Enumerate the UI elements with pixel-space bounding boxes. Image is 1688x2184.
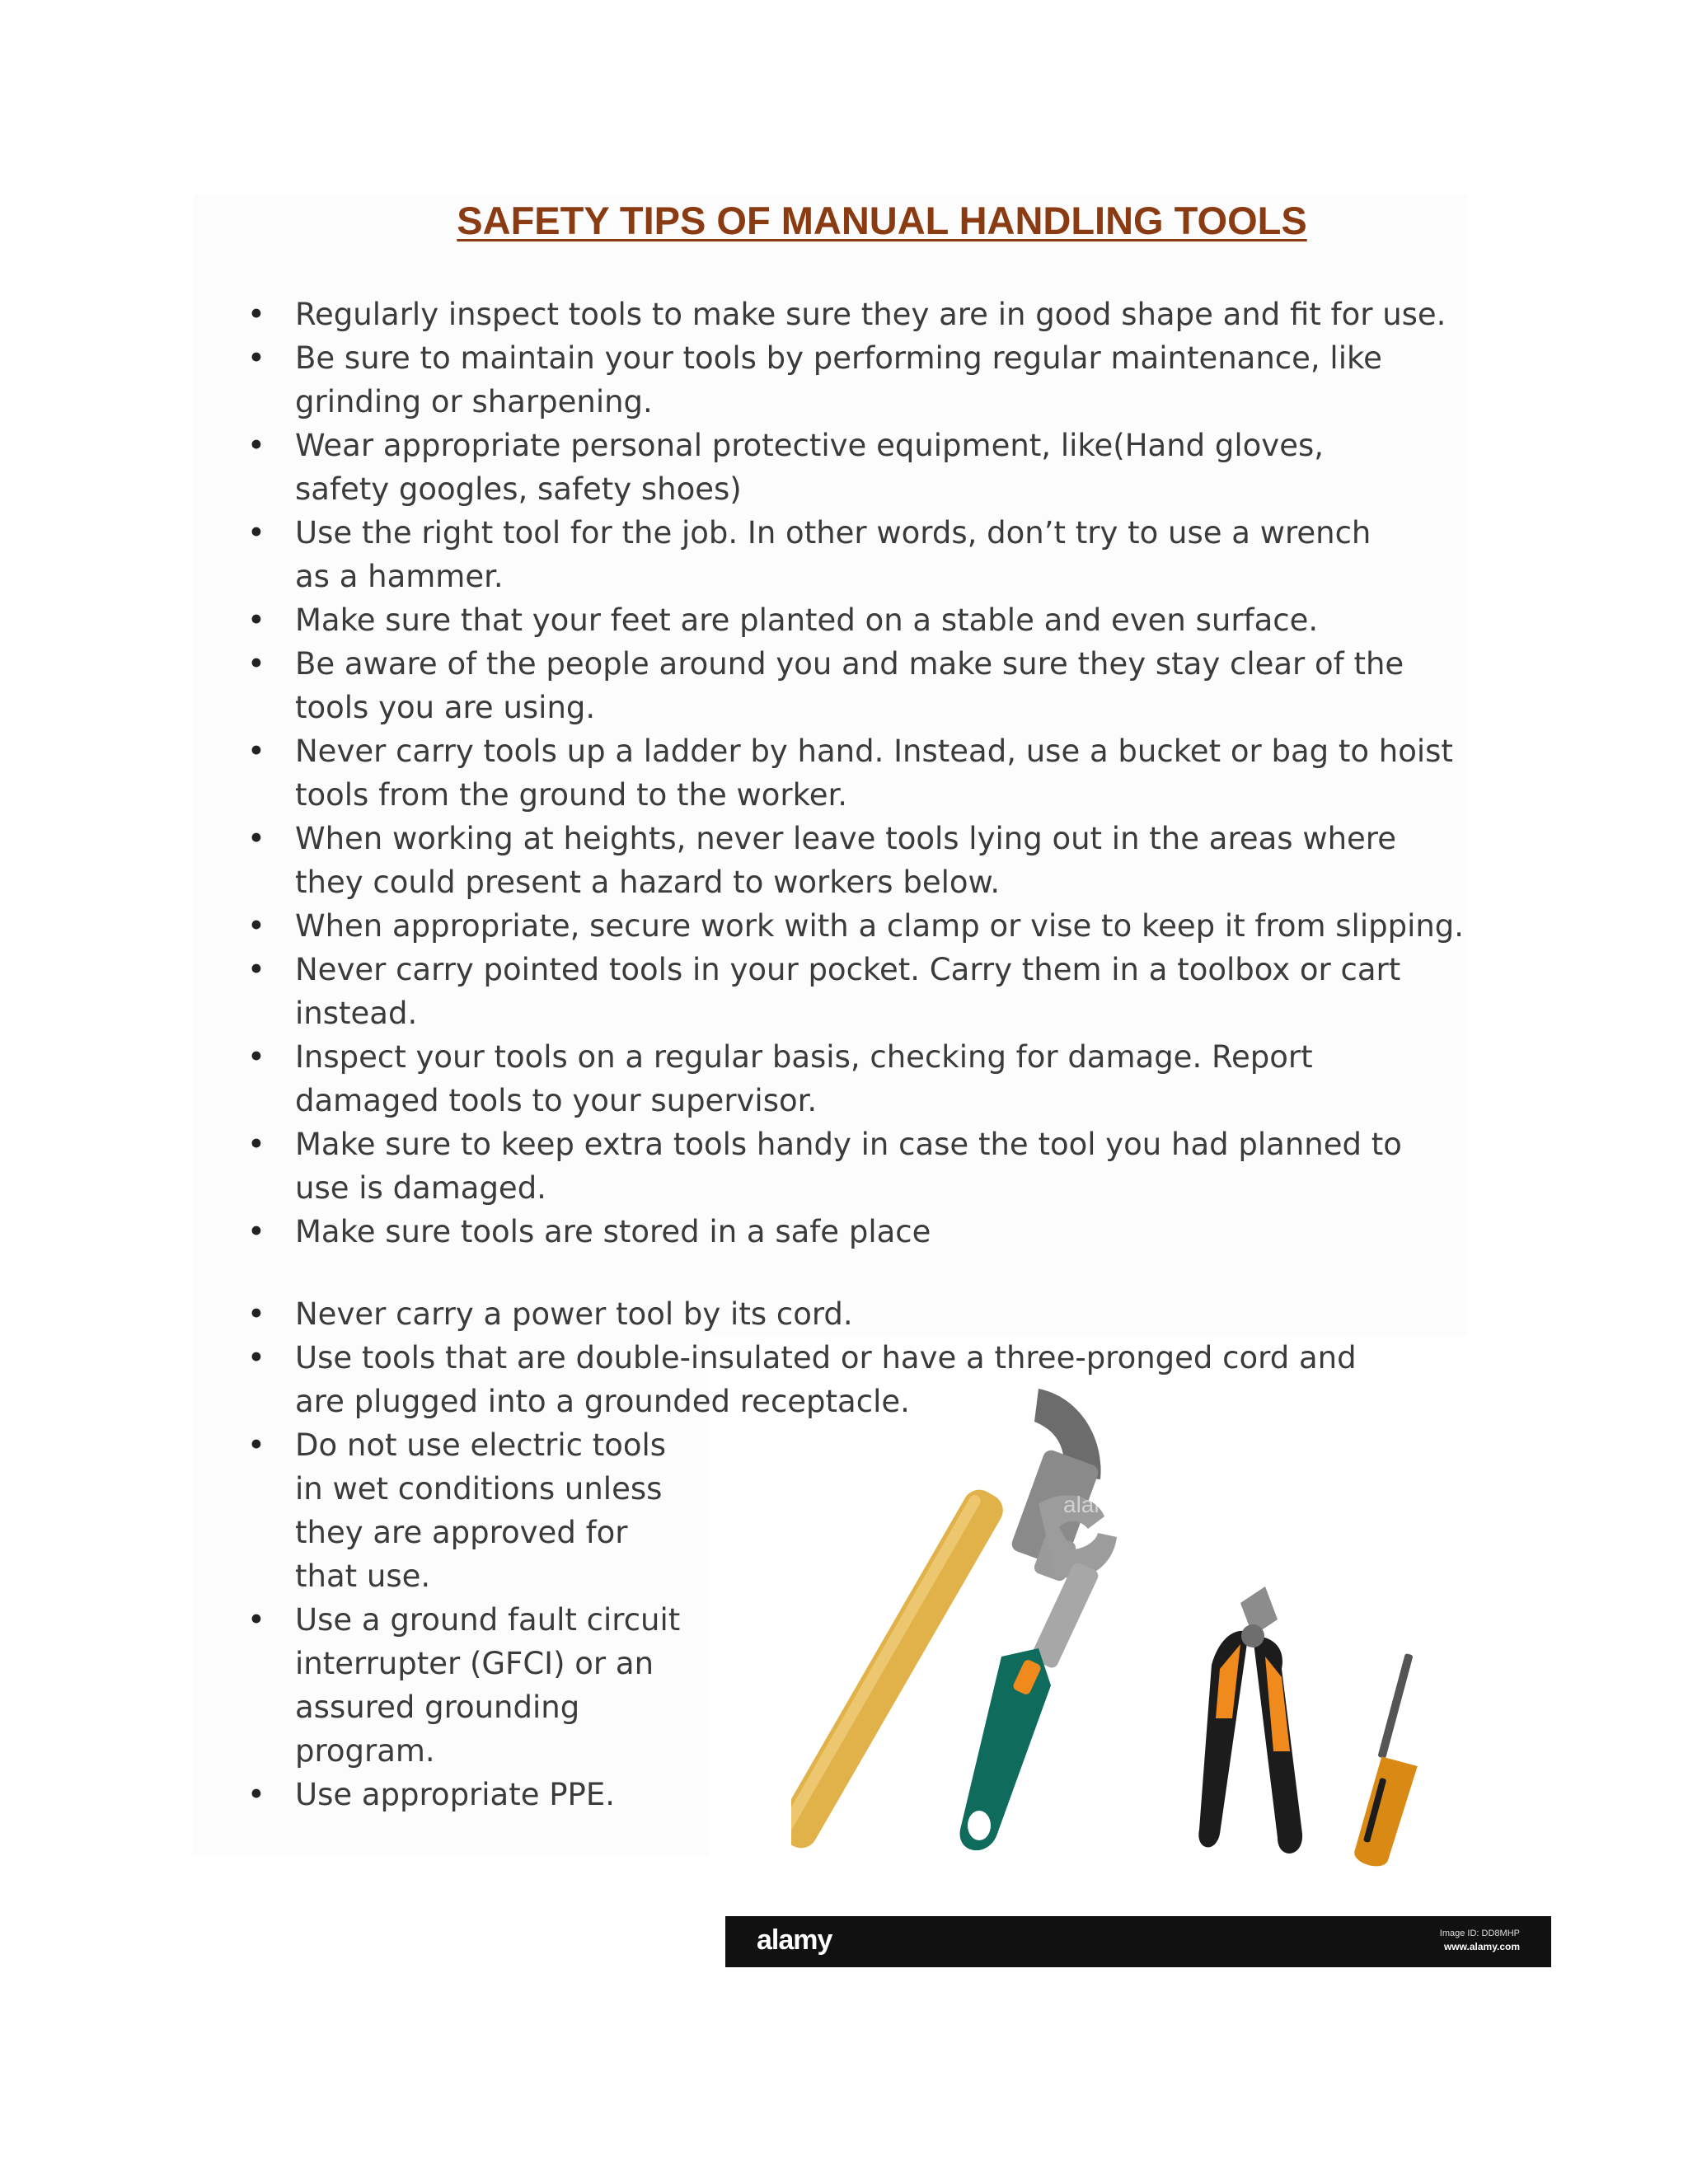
list-item: • When appropriate, secure work with a clamp or vise to keep it from slipping. (247, 904, 1515, 948)
list-item: • Use appropriate PPE. (247, 1773, 1515, 1816)
image-meta (1440, 1927, 1520, 1953)
list-item: • Inspect your tools on a regular basis, checking for damage. Report damaged tools to your supervisor. (247, 1035, 1515, 1122)
list-item: • Make sure tools are stored in a safe place (247, 1210, 1515, 1254)
watermark-text: alamy (1063, 1492, 1125, 1517)
list-item: • Be sure to maintain your tools by performing regular maintenance, like grinding or sharpening. (247, 336, 1515, 424)
list-item: • Use the right tool for the job. In other words, don’t try to use a wrench as a hammer. (247, 511, 1515, 598)
list-item: • Never carry tools up a ladder by hand. Instead, use a bucket or bag to hoist tools from the ground to the worker. (247, 729, 1515, 817)
list-item: • Never carry pointed tools in your pocket. Carry them in a toolbox or cart instead. (247, 948, 1515, 1035)
list-item: • Be aware of the people around you and make sure they stay clear of the tools you are using. (247, 642, 1515, 729)
list-item: • Make sure that your feet are planted on a stable and even surface. (247, 598, 1515, 642)
list-item: • Never carry a power tool by its cord. (247, 1292, 1515, 1336)
list-item: • When working at heights, never leave tools lying out in the areas where they could present a hazard to workers below. (247, 817, 1515, 904)
stock-image-footer (725, 1916, 1551, 1967)
list-item: • Use a ground fault circuit interrupter (GFCI) or an assured grounding program. (247, 1598, 1515, 1773)
list-item: • Use tools that are double-insulated or have a three-pronged cord and are plugged into a grounded receptacle. (247, 1336, 1515, 1423)
screwdriver-icon (1352, 1653, 1417, 1871)
image-id: Image ID: DD8MHP (1439, 1929, 1520, 1938)
page-title: SAFETY TIPS OF MANUAL HANDLING TOOLS (457, 199, 1307, 242)
list-item: • Do not use electric tools in wet conditions unless they are approved for that use. (247, 1423, 1515, 1598)
image-url: www.alamy.com (1443, 1941, 1520, 1952)
pliers-icon (1198, 1586, 1302, 1854)
alamy-logo: alamy (757, 1924, 832, 1956)
list-item: • Regularly inspect tools to make sure they are in good shape and fit for use. (247, 293, 1515, 336)
hand-tools-illustration (791, 1372, 1451, 1883)
list-item: • Make sure to keep extra tools handy in case the tool you had planned to use is damaged. (247, 1122, 1515, 1210)
list-item: • Wear appropriate personal protective equipment, like(Hand gloves, safety googles, safety shoes) (247, 424, 1515, 511)
